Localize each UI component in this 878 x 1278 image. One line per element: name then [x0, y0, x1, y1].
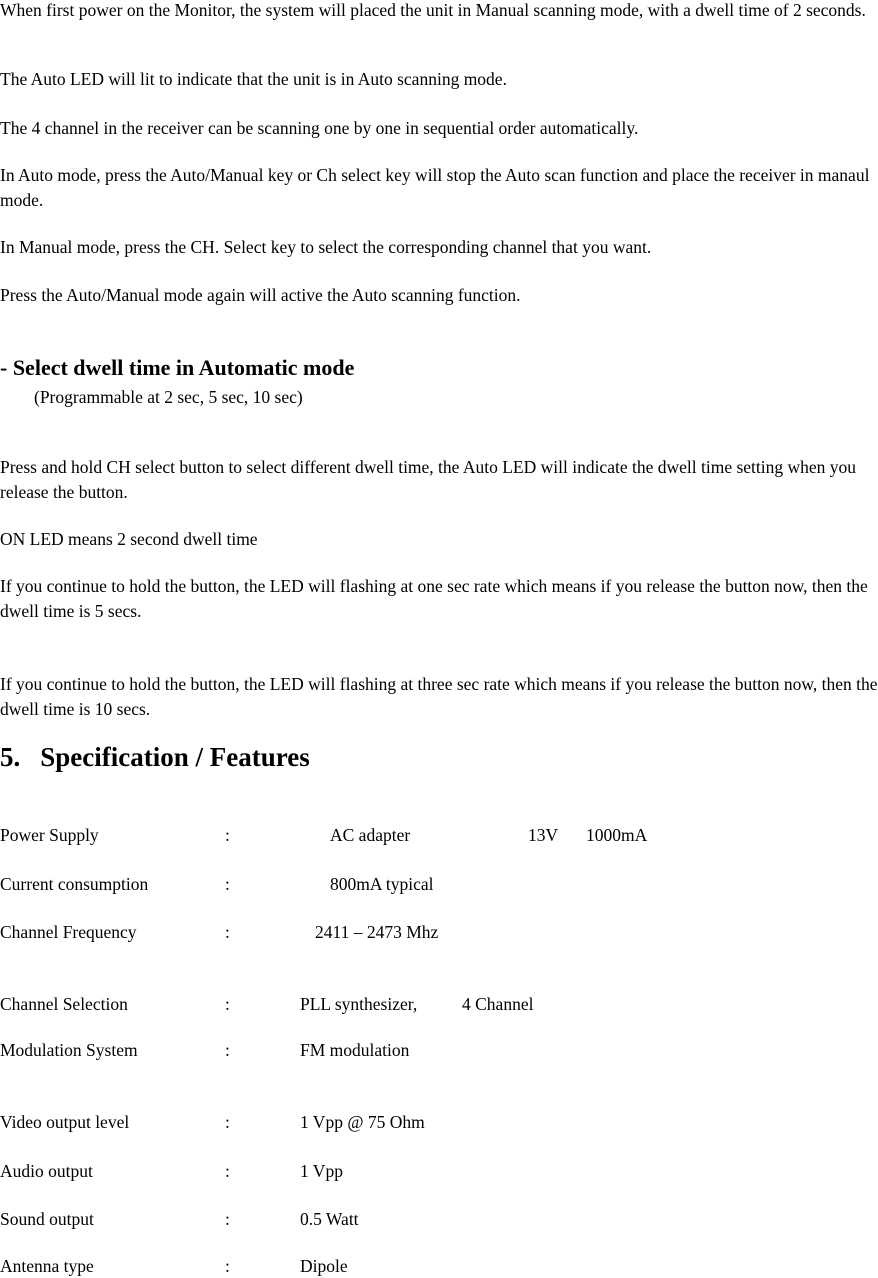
spec-colon: :	[225, 994, 230, 1014]
spec-label: Audio output	[0, 1161, 93, 1181]
spec-label: Power Supply	[0, 825, 99, 845]
dwell-section-subheading: (Programmable at 2 sec, 5 sec, 10 sec)	[34, 387, 303, 407]
dwell-paragraph-2: ON LED means 2 second dwell time	[0, 529, 258, 549]
intro-paragraph-2: The Auto LED will lit to indicate that the unit is in Auto scanning mode.	[0, 69, 507, 89]
spec-label: Video output level	[0, 1112, 130, 1132]
spec-colon: :	[225, 825, 230, 845]
spec-row-antenna-type	[0, 1254, 878, 1278]
spec-label: Current consumption	[0, 874, 149, 894]
spec-row-channel-selection	[0, 992, 878, 1016]
intro-paragraph-6: Press the Auto/Manual mode again will active the Auto scanning function.	[0, 285, 521, 305]
spec-row-current-consumption	[0, 872, 878, 896]
spec-section-heading	[0, 741, 310, 773]
spec-row-video-output-level	[0, 1110, 878, 1134]
spec-label: Sound output	[0, 1209, 94, 1229]
spec-colon: :	[225, 1040, 230, 1060]
spec-colon: :	[225, 1112, 230, 1132]
spec-value: 0.5 Watt	[300, 1209, 359, 1229]
spec-colon: :	[225, 1209, 230, 1229]
spec-value: 2411 – 2473 Mhz	[315, 922, 439, 942]
spec-row-sound-output	[0, 1207, 878, 1231]
spec-colon: :	[225, 922, 230, 942]
spec-value-voltage: 13V	[528, 825, 559, 845]
spec-label: Channel Frequency	[0, 922, 137, 942]
spec-value: Dipole	[300, 1256, 348, 1276]
intro-paragraph-3: The 4 channel in the receiver can be scanning one by one in sequential order automatically.	[0, 118, 639, 138]
spec-value: AC adapter	[330, 825, 411, 845]
spec-row-channel-frequency	[0, 920, 878, 944]
dwell-section-heading: - Select dwell time in Automatic mode	[0, 355, 355, 380]
spec-colon: :	[225, 1161, 230, 1181]
spec-value: PLL synthesizer,	[300, 994, 418, 1014]
dwell-paragraph-3: If you continue to hold the button, the LED will flashing at one sec rate which means if you release the button now, then the dwell time is 5 secs.	[0, 576, 868, 621]
spec-colon: :	[225, 1256, 230, 1276]
spec-label: Antenna type	[0, 1256, 94, 1276]
spec-value: 800mA typical	[330, 874, 434, 894]
spec-label: Channel Selection	[0, 994, 128, 1014]
spec-label: Modulation System	[0, 1040, 138, 1060]
spec-value: FM modulation	[300, 1040, 410, 1060]
dwell-paragraph-1: Press and hold CH select button to select different dwell time, the Auto LED will indicate the dwell time setting when you release the button.	[0, 457, 857, 502]
spec-section-number: 5.	[0, 742, 21, 772]
spec-value: 1 Vpp	[300, 1161, 343, 1181]
spec-value: 1 Vpp @ 75 Ohm	[300, 1112, 425, 1132]
intro-paragraph-5: In Manual mode, press the CH. Select key to select the corresponding channel that you want.	[0, 237, 652, 257]
spec-row-audio-output	[0, 1159, 878, 1183]
intro-paragraph-1: When first power on the Monitor, the system will placed the unit in Manual scanning mode, with a dwell time of 2 seconds.	[0, 0, 866, 20]
spec-value-current: 1000mA	[586, 825, 648, 845]
dwell-paragraph-4: If you continue to hold the button, the LED will flashing at three sec rate which means if you release the button now, then the dwell time is 10 secs.	[0, 674, 878, 719]
spec-row-power-supply	[0, 823, 878, 847]
spec-value-channels: 4 Channel	[462, 994, 534, 1014]
spec-row-modulation-system	[0, 1038, 878, 1062]
spec-colon: :	[225, 874, 230, 894]
spec-section-title: Specification / Features	[40, 742, 310, 772]
intro-paragraph-4: In Auto mode, press the Auto/Manual key or Ch select key will stop the Auto scan function and place the receiver in manaul mode.	[0, 165, 870, 210]
